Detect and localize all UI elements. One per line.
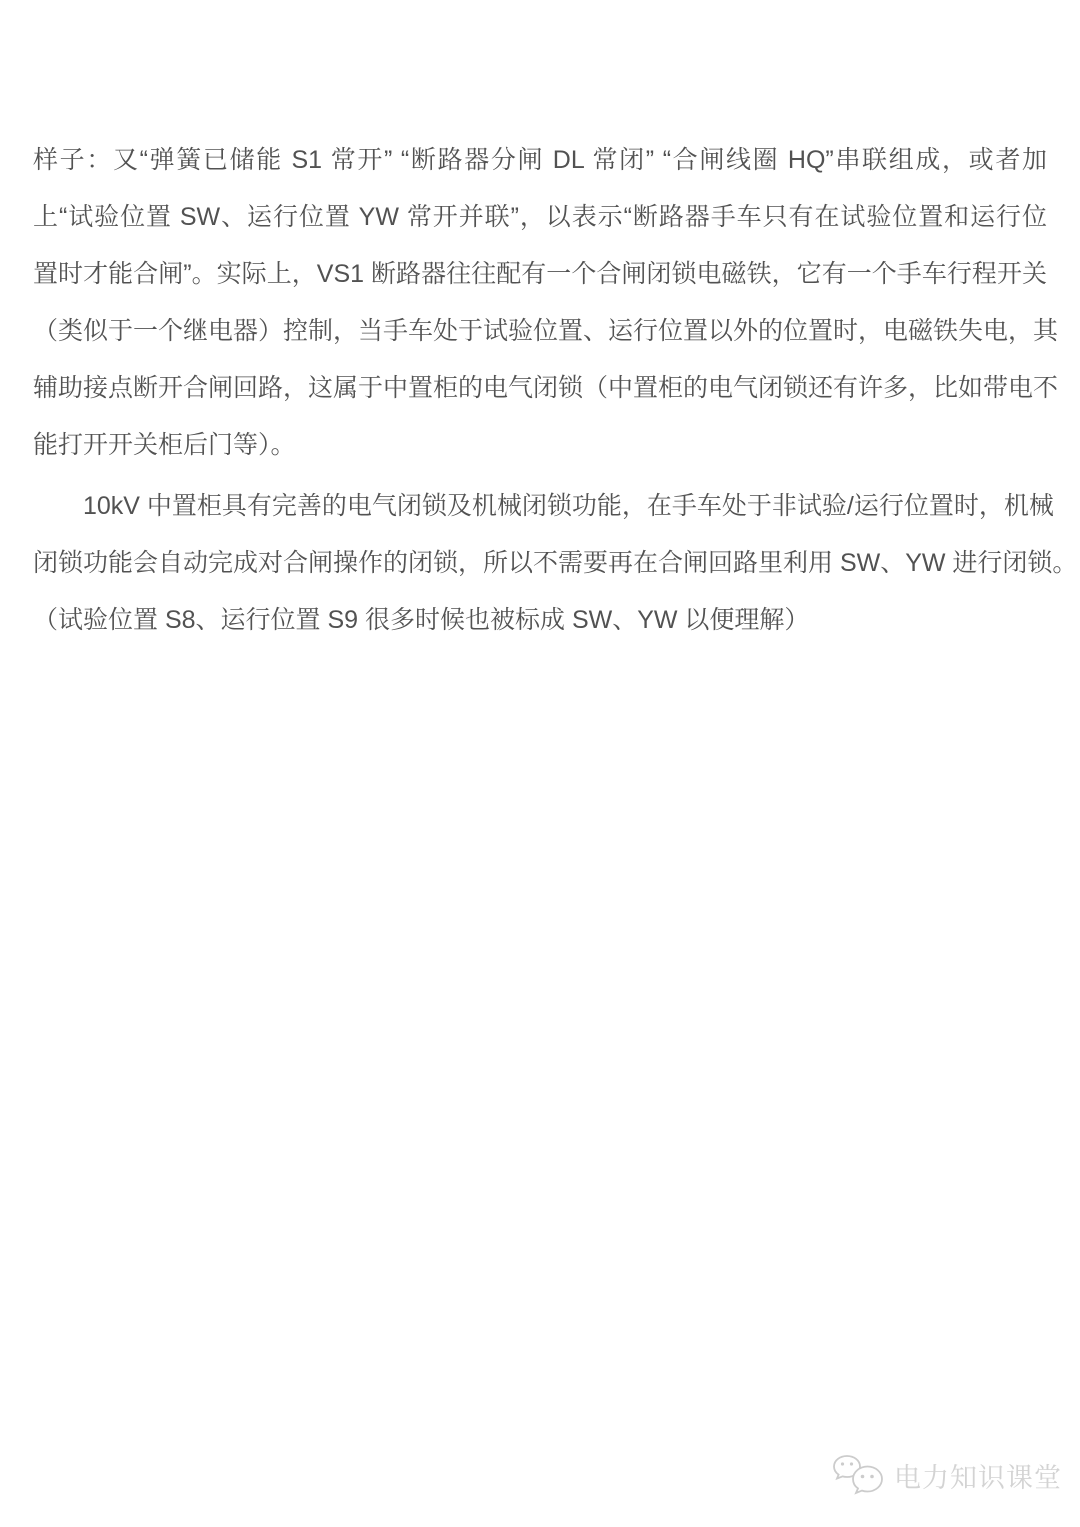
paragraph bbox=[33, 478, 1078, 649]
paragraph-line: （试验位置 S8、运行位置 S9 很多时候也被标成 SW、YW 以便理解） bbox=[33, 606, 810, 634]
paragraph-line: 10kV 中置柜具有完善的电气闭锁及机械闭锁功能，在手车处于非试验/运行位置时，机械 bbox=[83, 492, 1054, 520]
watermark bbox=[831, 1451, 1062, 1499]
paragraph-line: 辅助接点断开合闸回路，这属于中置柜的电气闭锁（中置柜的电气闭锁还有许多，比如带电不 bbox=[33, 374, 1059, 402]
paragraph-line: 能打开开关柜后门等）。 bbox=[33, 431, 296, 459]
wechat-bubbles-icon bbox=[831, 1453, 885, 1497]
document-body bbox=[33, 132, 1078, 649]
paragraph-line: 闭锁功能会自动完成对合闸操作的闭锁，所以不需要再在合闸回路里利用 SW、YW 进行闭锁。 bbox=[33, 549, 1078, 577]
watermark-label: 电力知识课堂 bbox=[894, 1462, 1062, 1493]
paragraph-line: 样子：又“弹簧已储能 S1 常开” “断路器分闸 DL 常闭” “合闸线圈 HQ”串联组成，或者加 bbox=[33, 146, 1047, 174]
paragraph-line: 置时才能合闸”。实际上，VS1 断路器往往配有一个合闸闭锁电磁铁，它有一个手车行程开关 bbox=[33, 260, 1047, 288]
paragraph-line: 上“试验位置 SW、运行位置 YW 常开并联”，以表示“断路器手车只有在试验位置和运行位 bbox=[33, 203, 1047, 231]
paragraph-line: （类似于一个继电器）控制，当手车处于试验位置、运行位置以外的位置时，电磁铁失电，其 bbox=[33, 317, 1059, 345]
paragraph bbox=[33, 132, 1059, 474]
